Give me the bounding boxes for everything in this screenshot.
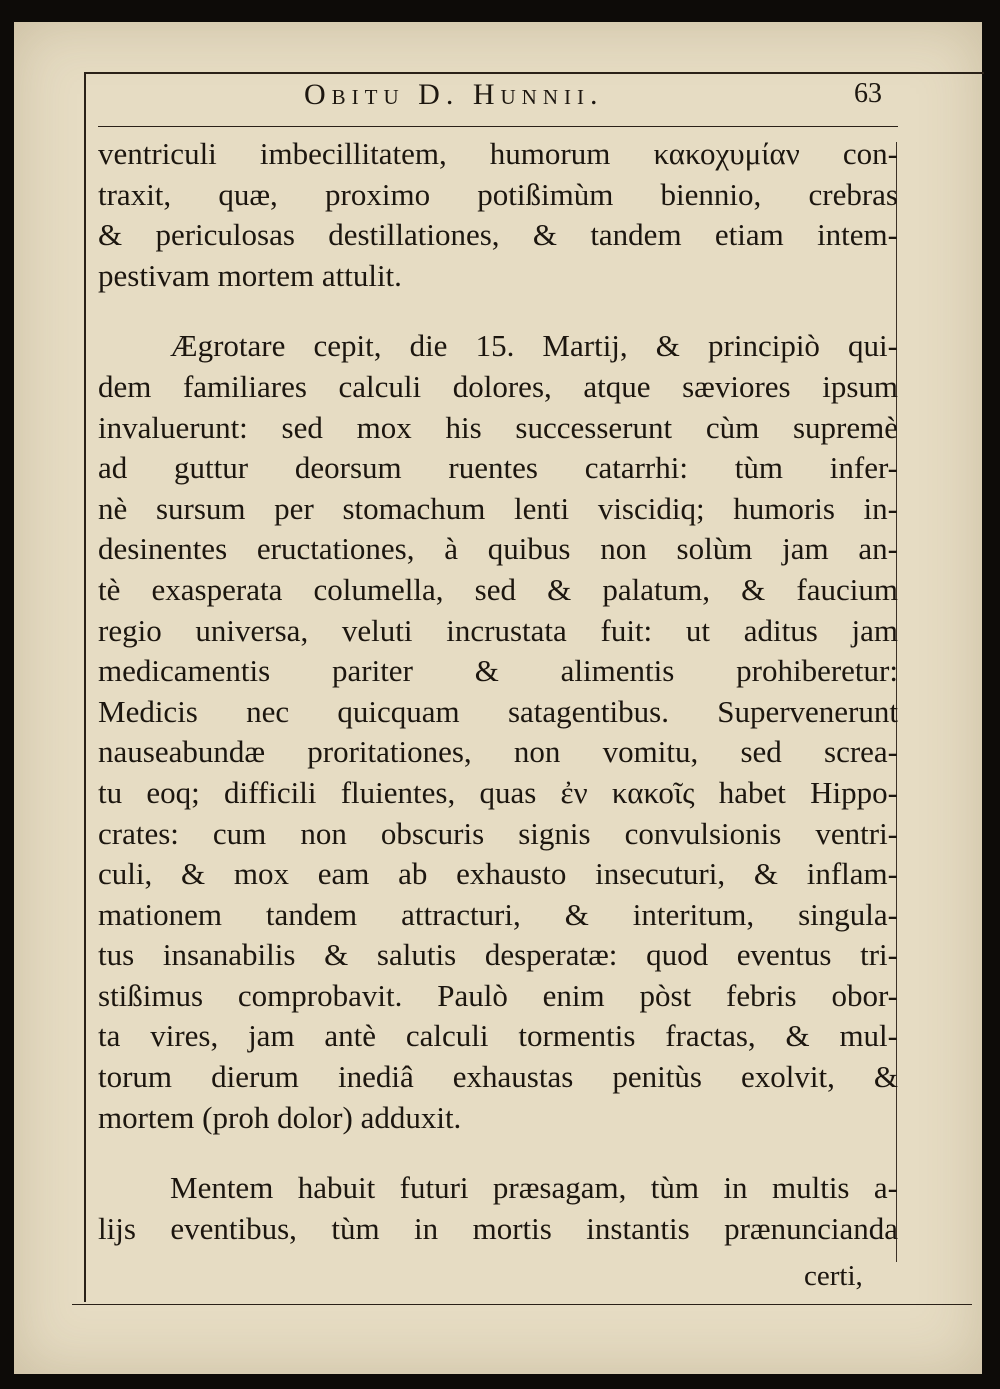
text-line: ventriculi imbecillitatem, humorum κακοχυμίαν con- xyxy=(98,136,898,171)
text-line: Medicis nec quicquam satagentibus. Supervenerunt xyxy=(98,693,898,729)
text-line: invaluerunt: sed mox his successerunt cùm supremè xyxy=(98,409,898,445)
text-line: culi, & mox eam ab exhausto insecuturi, & inflam- xyxy=(98,856,898,892)
text-line: & periculosas destillationes, & tandem etiam intem- xyxy=(98,217,898,253)
text-line: desinentes eructationes, à quibus non solùm jam an- xyxy=(98,531,898,567)
frame-rule-left xyxy=(84,72,86,1302)
frame-rule-bottom xyxy=(72,1304,972,1305)
catchword: certi, xyxy=(804,1260,863,1292)
text-line: tè exasperata columella, sed & palatum, & faucium xyxy=(98,571,898,607)
text-line: tus insanabilis & salutis desperatæ: quod eventus tri- xyxy=(98,937,898,973)
text-line: tu eoq; difficili fluientes, quas ἐν κακοῖς habet Hippo- xyxy=(98,774,898,810)
paragraph xyxy=(98,134,898,296)
text-line: stißimus comprobavit. Paulò enim pòst febris obor- xyxy=(98,977,898,1013)
text-line: regio universa, veluti incrustata fuit: ut aditus jam xyxy=(98,612,898,648)
text-line: torum dierum inediâ exhaustas penitùs exolvit, & xyxy=(98,1059,898,1095)
text-line: mortem (proh dolor) adduxit. xyxy=(98,1099,462,1135)
text-line: pestivam mortem attulit. xyxy=(98,257,402,293)
book-page xyxy=(14,22,982,1374)
text-line: ta vires, jam antè calculi tormentis fractas, & mul- xyxy=(98,1018,898,1054)
header-rule xyxy=(98,126,898,127)
paragraph xyxy=(98,326,898,1138)
text-line: Ægrotare cepit, die 15. Martij, & principiò qui- xyxy=(170,328,898,364)
paragraph xyxy=(98,1168,898,1249)
text-line: ad guttur deorsum ruentes catarrhi: tùm infer- xyxy=(98,450,898,486)
text-line: dem familiares calculi dolores, atque sæviores ipsum xyxy=(98,368,898,404)
text-line: Mentem habuit futuri præsagam, tùm in multis a- xyxy=(170,1170,898,1206)
text-line: crates: cum non obscuris signis convulsionis ventri- xyxy=(98,815,898,851)
text-line: lijs eventibus, tùm in mortis instantis prænuncianda xyxy=(98,1210,898,1246)
frame-rule-top xyxy=(84,72,984,74)
text-line: medicamentis pariter & alimentis prohiberetur: xyxy=(98,653,898,689)
text-line: nauseabundæ proritationes, non vomitu, sed screa- xyxy=(98,734,898,770)
text-line: traxit, quæ, proximo potißimùm biennio, crebras xyxy=(98,176,898,212)
page-number: 63 xyxy=(854,78,882,109)
text-line: nè sursum per stomachum lenti viscidiq; humoris in- xyxy=(98,490,898,526)
body-text xyxy=(98,134,898,1249)
text-line: mationem tandem attracturi, & interitum, singula- xyxy=(98,896,898,932)
running-head: Obitu D. Hunnii. xyxy=(304,78,604,111)
